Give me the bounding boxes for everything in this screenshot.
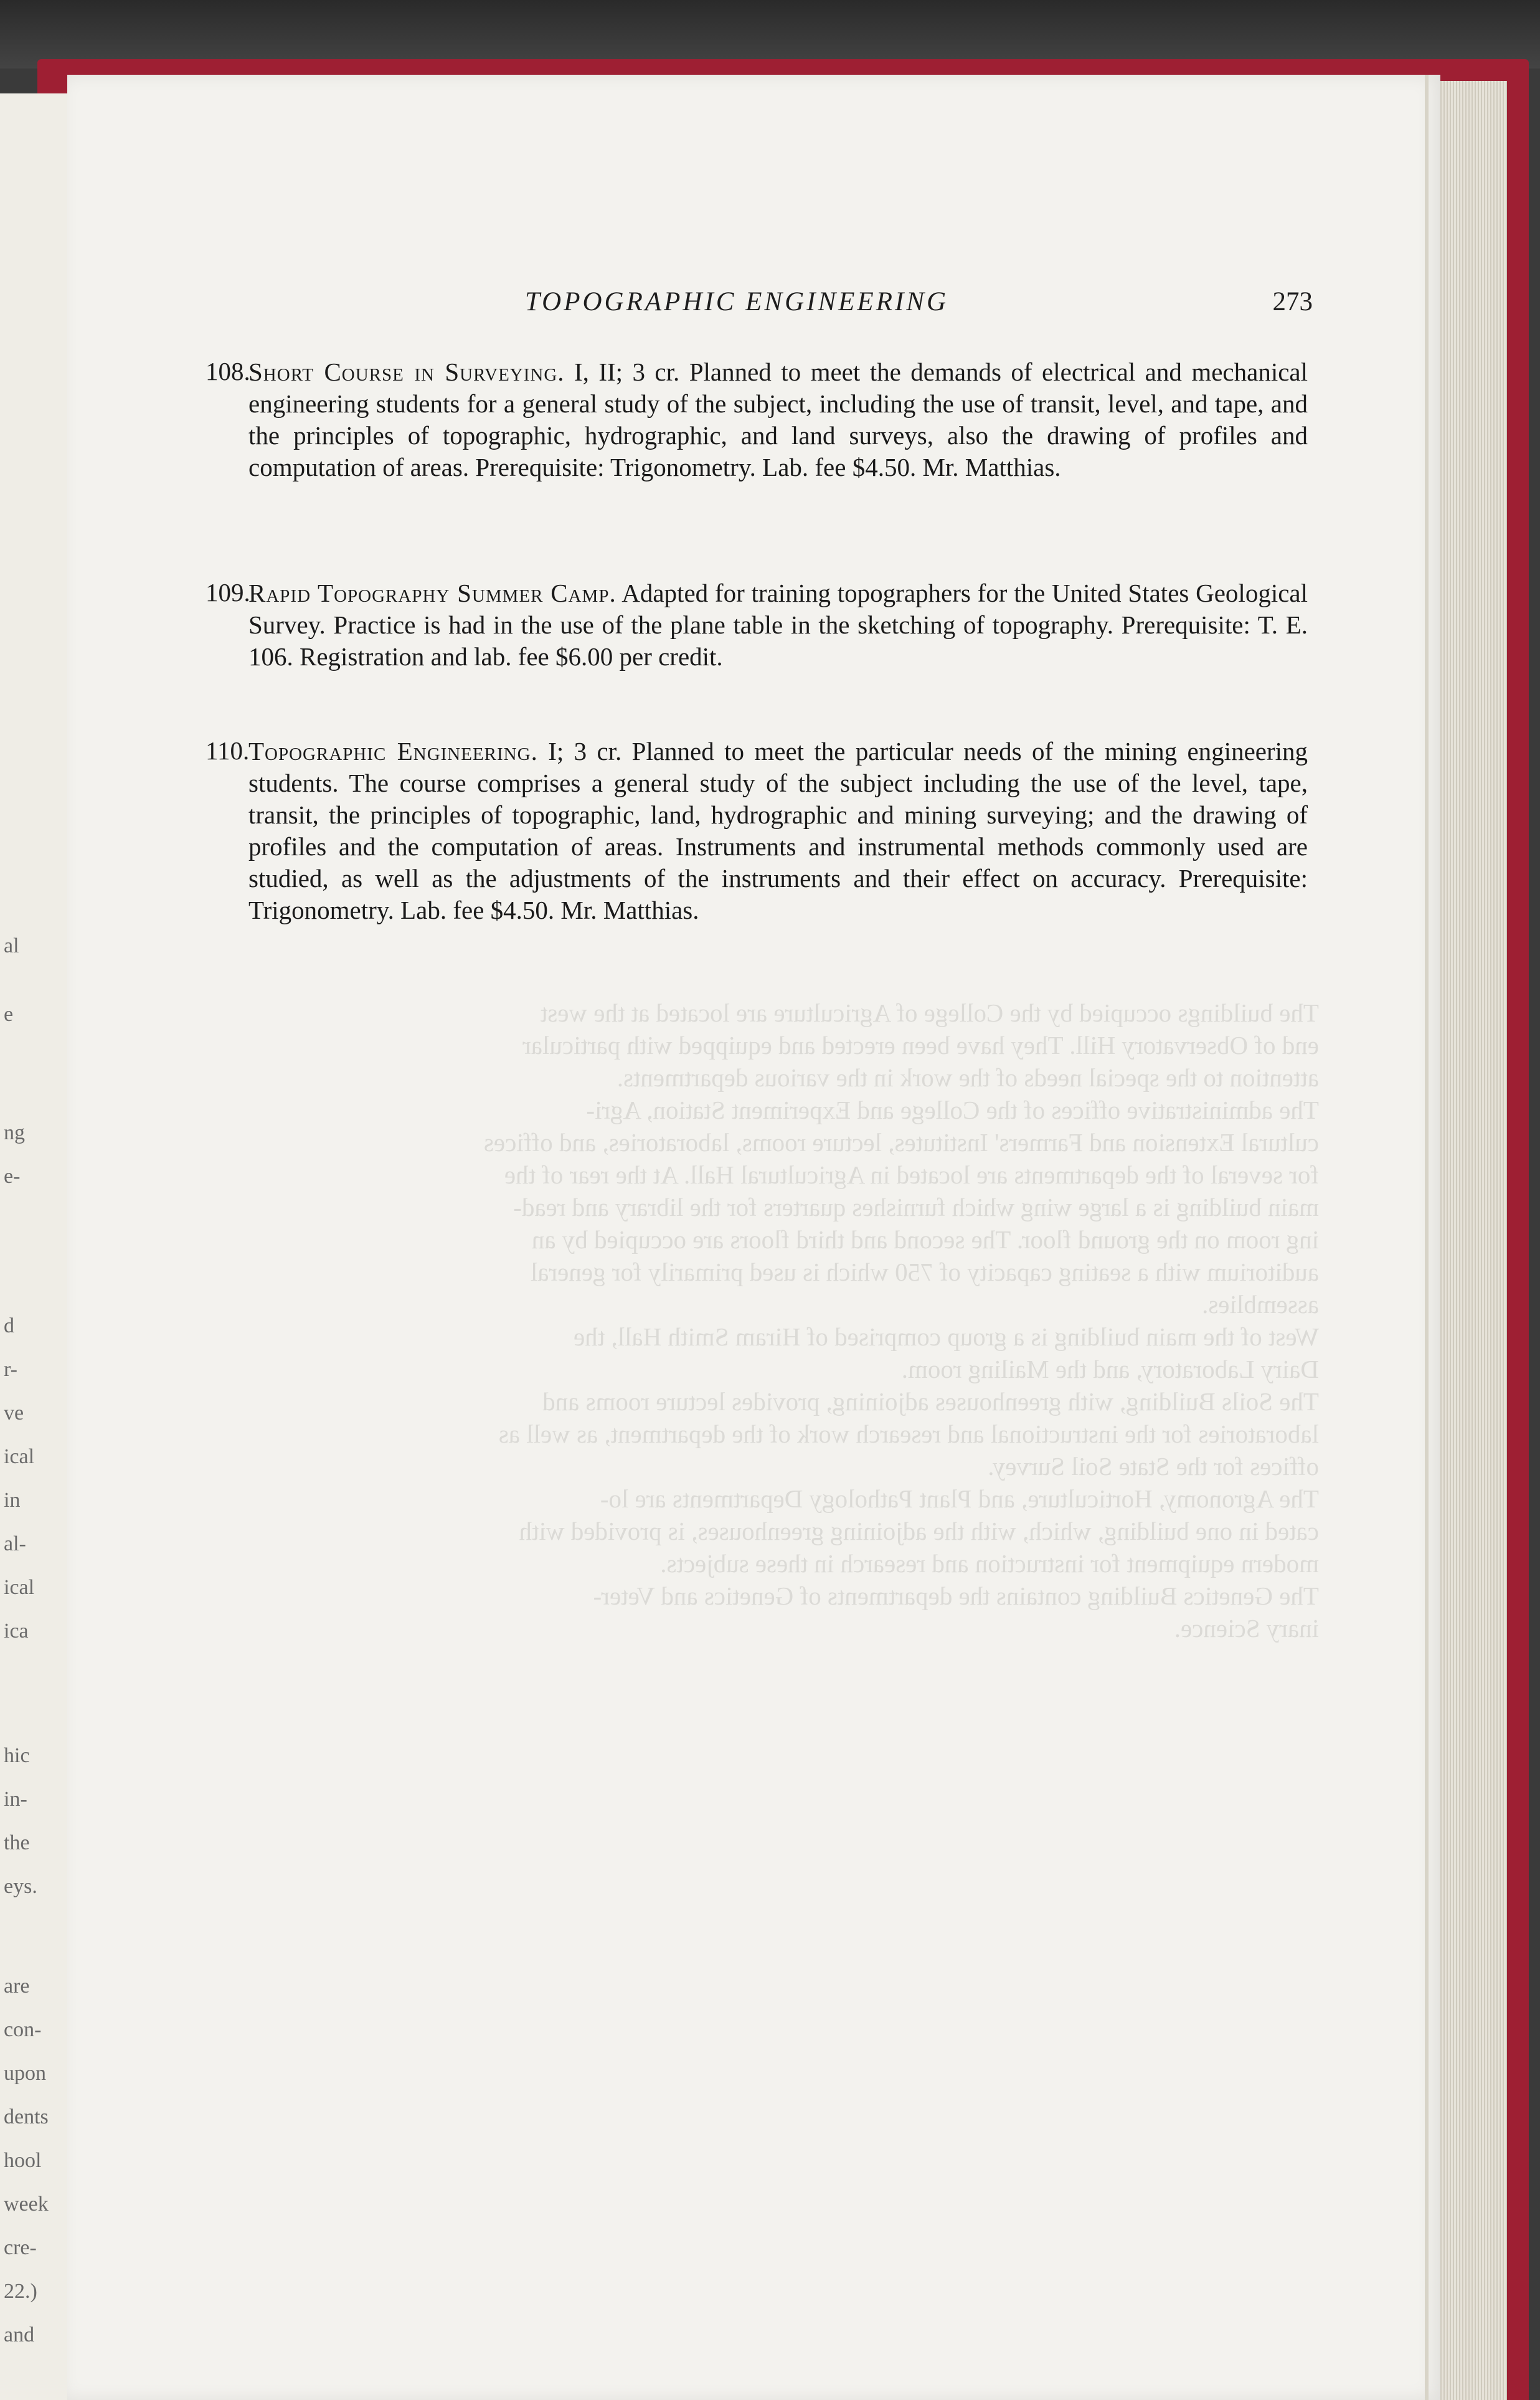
course-title: Short Course in Surveying. xyxy=(248,358,565,386)
adjacent-page-fragment: hic xyxy=(4,1744,30,1767)
adjacent-page-fragment: ical xyxy=(4,1576,35,1599)
course-text: Adapted for training topographers for the United States Geological Survey. Practice is had in the use of the plane table in the sketching of topography. Prerequisite: T. E. 106. Registration and lab. fee $6.00 per credit. xyxy=(248,579,1308,671)
course-number: 109. xyxy=(205,578,250,607)
course-title: Rapid Topography Summer Camp. xyxy=(248,579,616,607)
adjacent-page-fragment: ical xyxy=(4,1445,35,1468)
page-gutter-edge xyxy=(1425,75,1429,2400)
page-stack-edge xyxy=(1432,81,1507,2400)
course-text: I; 3 cr. Planned to meet the particular needs of the mining engineering students. The course comprises a general study of the subject including the use of the level, tape, transit, the principles of topographic, land, hydrographic and mining surveying; and the drawing of profiles and the computation of areas. Instruments and instrumental methods commonly used are studied, as well as the adjustments of the instruments and their effect on accuracy. Prerequisite: Trigonometry. Lab. fee $4.50. Mr. Matthias. xyxy=(248,737,1308,924)
adjacent-page-fragment: cre- xyxy=(4,2236,37,2259)
course-description xyxy=(248,736,1308,926)
adjacent-page-fragment: ica xyxy=(4,1620,29,1643)
adjacent-page-fragment: upon xyxy=(4,2062,46,2085)
course-title: Topographic Engineering. xyxy=(248,737,538,766)
adjacent-page-fragment: d xyxy=(4,1314,14,1337)
adjacent-page-fragment: week xyxy=(4,2193,49,2216)
adjacent-page-fragment: 22.) xyxy=(4,2280,37,2303)
adjacent-page-fragment: ng xyxy=(4,1121,25,1144)
adjacent-page-fragment: e- xyxy=(4,1165,21,1188)
adjacent-page-fragment: in- xyxy=(4,1788,27,1811)
page-number: 273 xyxy=(1272,287,1313,316)
course-number: 108. xyxy=(205,357,250,386)
adjacent-page-fragment: the xyxy=(4,1831,30,1854)
adjacent-page-fragment: con- xyxy=(4,2018,42,2041)
course-description xyxy=(248,356,1308,483)
scan-background-top xyxy=(0,0,1540,69)
adjacent-page-fragment: ve xyxy=(4,1402,24,1425)
adjacent-page-fragment: dents xyxy=(4,2105,49,2128)
adjacent-page-fragment: r- xyxy=(4,1358,17,1381)
adjacent-page-fragment: hool xyxy=(4,2149,42,2172)
book-page xyxy=(67,75,1440,2400)
adjacent-page-fragment: are xyxy=(4,1975,30,1998)
reverse-page-show-through: The buildings occupied by the College of Agriculture are located at the west end of Observatory Hill. They have been erected and equipped with particular attention to the special needs of the work in the various departments. The administrative offices of the College and Experiment Station, Agri- cultural Extension and Farmers' Institutes, lecture rooms, laboratories, and offices for several of the departments are located in Agricultural Hall. At the rear of the main building is a large wing which furnishes quarters for the library and read- ing room on the ground floor. The second and third floors are occupied by an auditorium with a seating capacity of 750 which is used primarily for general assemblies. West of the main building is a group comprised of Hiram Smith Hall, the Dairy Laboratory, and the Mailing room. The Soils Building, with greenhouses adjoining, provides lecture rooms and laboratories for the instructional and research work of the department, as well as offices for the State Soil Survey. The Agronomy, Horticulture, and Plant Pathology Departments are lo- cated in one building, which, with the adjoining greenhouses, is provided with modern equipment for instruction and research in these subjects. The Genetics Building contains the departments of Genetics and Veter- inary Science. xyxy=(483,998,1319,1643)
course-description xyxy=(248,577,1308,673)
adjacent-page-fragment: eys. xyxy=(4,1875,37,1898)
adjacent-page-fragment: al- xyxy=(4,1532,26,1555)
running-head xyxy=(456,287,1313,324)
running-title: TOPOGRAPHIC ENGINEERING xyxy=(525,287,949,316)
adjacent-page-fragment: in xyxy=(4,1489,21,1512)
course-number: 110. xyxy=(205,736,250,765)
adjacent-page-fragment: and xyxy=(4,2323,35,2346)
adjacent-page-fragment: al xyxy=(4,934,19,957)
adjacent-page-edge xyxy=(0,93,77,2400)
adjacent-page-fragment: e xyxy=(4,1003,14,1026)
course-text: I, II; 3 cr. Planned to meet the demands of electrical and mechanical engineering students for a general study of the subject, including the use of transit, level, and tape, and the principles of topographic, hydrographic, and land surveys, also the drawing of profiles and computation of areas. Prerequisite: Trigonometry. Lab. fee $4.50. Mr. Matthias. xyxy=(248,358,1308,481)
